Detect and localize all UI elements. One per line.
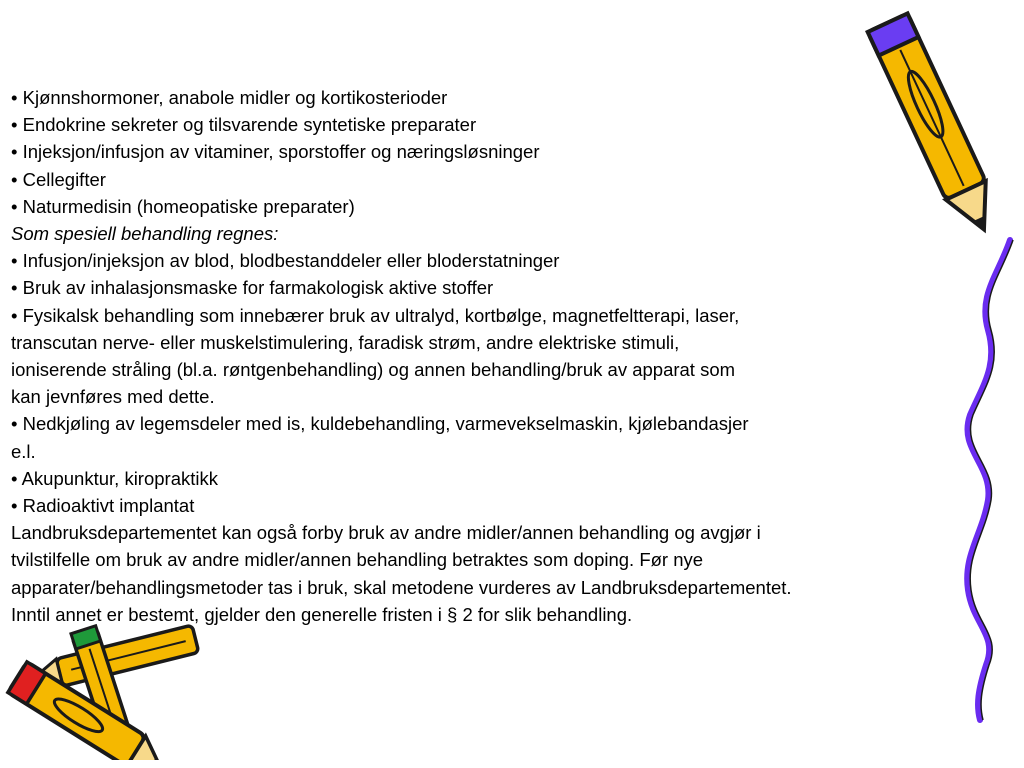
text-line: ioniserende stråling (bl.a. røntgenbehandling) og annen behandling/bruk av apparat som <box>11 359 736 381</box>
text-line: • Fysikalsk behandling som innebærer bruk av ultralyd, kortbølge, magnetfeltterapi, laser, <box>11 304 740 326</box>
text-line: • Kjønnshormoner, anabole midler og kortikosterioder <box>11 87 448 108</box>
text-line: • Infusjon/injeksjon av blod, blodbestanddeler eller bloderstatninger <box>11 250 560 272</box>
text-line: • Endokrine sekreter og tilsvarende syntetiske preparater <box>11 114 477 136</box>
text-line: • Naturmedisin (homeopatiske preparater) <box>11 195 355 217</box>
section-heading: Som spesiell behandling regnes: <box>11 223 279 245</box>
text-line: apparater/behandlingsmetoder tas i bruk, skal metodene vurderes av Landbruksdepartementet. <box>11 576 792 598</box>
text-line: • Injeksjon/infusjon av vitaminer, sporstoffer og næringsløsninger <box>11 141 540 163</box>
text-line: transcutan nerve- eller muskelstimulering, faradisk strøm, andre elektriske stimuli, <box>11 331 680 353</box>
pencil-icon <box>0 620 205 760</box>
text-line: • Radioaktivt implantat <box>11 495 195 517</box>
slide-body-text <box>11 84 986 628</box>
text-line: tvilstilfelle om bruk av andre midler/annen behandling betraktes som doping. Før nye <box>11 549 704 571</box>
text-line: • Akupunktur, kiropraktikk <box>11 467 218 489</box>
text-line: • Nedkjøling av legemsdeler med is, kuldebehandling, varmevekselmaskin, kjølebandasjer <box>11 413 749 435</box>
text-line: • Bruk av inhalasjonsmaske for farmakologisk aktive stoffer <box>11 277 494 299</box>
text-line: e.l. <box>11 440 36 462</box>
text-line: kan jevnføres med dette. <box>11 386 215 408</box>
text-line: Inntil annet er bestemt, gjelder den generelle fristen i § 2 for slik behandling. <box>11 603 633 625</box>
text-line: • Cellegifter <box>11 168 106 190</box>
text-line: Landbruksdepartementet kan også forby bruk av andre midler/annen behandling og avgjør i <box>11 522 761 544</box>
